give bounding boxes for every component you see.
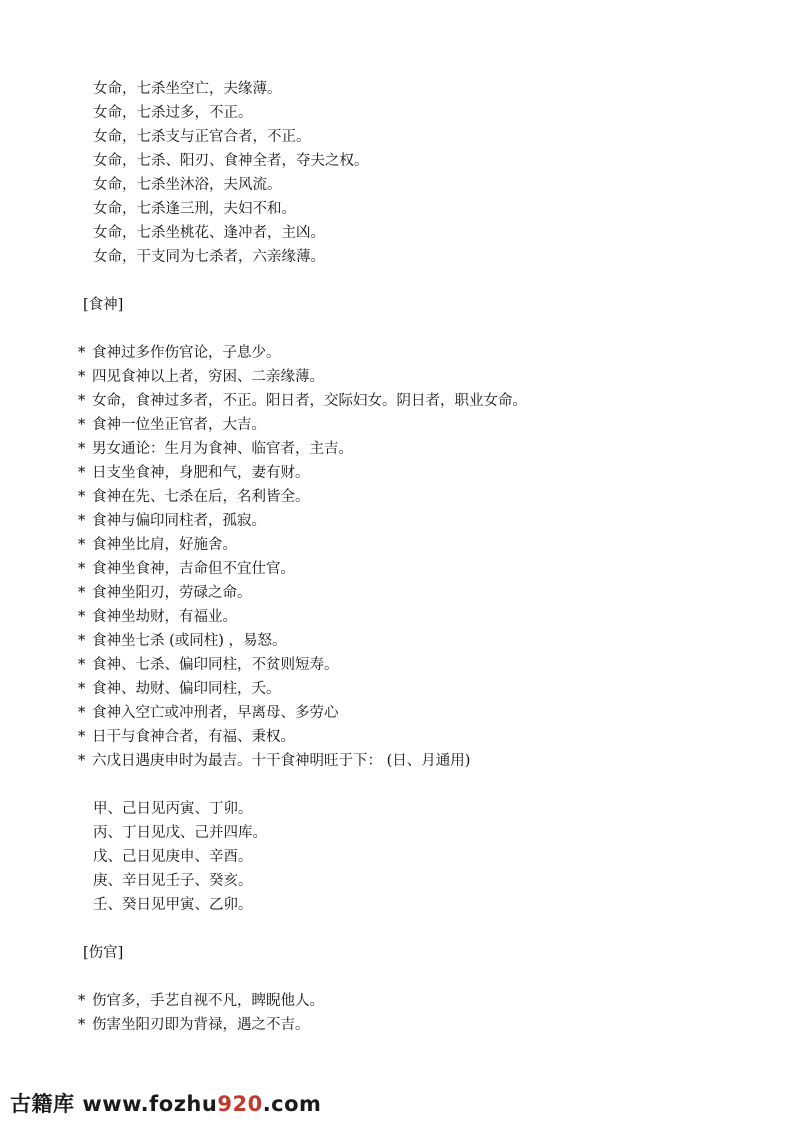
food-god-item-text: 食神、劫财、偏印同柱，夭。	[92, 681, 281, 697]
food-god-item-8	[78, 512, 266, 530]
food-god-item-10	[78, 560, 295, 578]
food-god-item-1	[78, 344, 281, 362]
food-god-item-16	[78, 704, 339, 722]
food-god-item-text: 食神坐阳刃，劳碌之命。	[92, 585, 252, 601]
bullet-symbol: *	[78, 489, 86, 505]
hurting-officer-item-2	[78, 1016, 310, 1034]
bullet-symbol: *	[78, 585, 86, 601]
hurting-officer-item-1	[78, 992, 324, 1010]
food-god-item-text: 食神坐食神，吉命但不宜仕官。	[92, 561, 295, 577]
hurting-officer-item-text: 伤官多，手艺自视不凡，睥睨他人。	[92, 993, 324, 1009]
bullet-symbol: *	[78, 393, 86, 409]
bullet-symbol: *	[78, 369, 86, 385]
food-god-item-text: 男女通论：生月为食神、临官者，主吉。	[92, 441, 353, 457]
food-god-item-text: 四见食神以上者，穷困、二亲缘薄。	[92, 369, 324, 385]
day-rule-2: 丙、丁日见戊、己并四库。	[93, 825, 267, 841]
hurting-officer-heading: [伤官]	[83, 945, 124, 961]
food-god-item-18	[78, 752, 470, 770]
female-line-5: 女命，七杀坐沐浴，夫风流。	[93, 177, 282, 193]
bullet-symbol: *	[78, 345, 86, 361]
food-god-item-12	[78, 608, 237, 626]
food-god-item-text: 食神、七杀、偏印同柱，不贫则短寿。	[92, 657, 339, 673]
food-god-item-text: 食神坐比肩，好施舍。	[92, 537, 237, 553]
female-line-6: 女命，七杀逢三刑，夫妇不和。	[93, 201, 296, 217]
food-god-item-text: 食神入空亡或冲刑者，早离母、多劳心	[92, 705, 339, 721]
bullet-symbol: *	[78, 609, 86, 625]
food-god-item-text: 日干与食神合者，有福、秉权。	[92, 729, 295, 745]
food-god-item-text: 六戊日遇庚申时为最吉。十干食神明旺于下： (日、月通用)	[92, 753, 471, 769]
bullet-symbol: *	[78, 513, 86, 529]
food-god-item-text: 日支坐食神，身肥和气，妻有财。	[92, 465, 310, 481]
female-line-8: 女命，干支同为七杀者，六亲缘薄。	[93, 249, 325, 265]
day-rule-4: 庚、辛日见壬子、癸亥。	[93, 873, 253, 889]
food-god-item-text: 女命，食神过多者，不正。阳日者，交际妇女。阴日者，职业女命。	[92, 393, 527, 409]
bullet-symbol: *	[78, 465, 86, 481]
food-god-item-6	[78, 464, 310, 482]
footer-brand-name: 古籍库	[10, 1092, 75, 1116]
food-god-item-11	[78, 584, 252, 602]
female-line-1: 女命，七杀坐空亡，夫缘薄。	[93, 81, 282, 97]
food-god-item-5	[78, 440, 353, 458]
day-rule-5: 壬、癸日见甲寅、乙卯。	[93, 897, 253, 913]
female-line-2: 女命，七杀过多，不正。	[93, 105, 253, 121]
food-god-item-13	[78, 632, 287, 650]
day-rule-1: 甲、己日见丙寅、丁卯。	[93, 801, 253, 817]
footer-brand-watermark	[10, 1088, 321, 1118]
footer-url: www.fozhu920.com	[82, 1092, 322, 1116]
food-god-item-7	[78, 488, 310, 506]
bullet-symbol: *	[78, 705, 86, 721]
food-god-item-4	[78, 416, 266, 434]
bullet-symbol: *	[78, 633, 86, 649]
food-god-item-17	[78, 728, 295, 746]
food-god-item-text: 食神过多作伤官论，子息少。	[92, 345, 281, 361]
food-god-item-9	[78, 536, 237, 554]
bullet-symbol: *	[78, 681, 86, 697]
food-god-item-text: 食神坐七杀 (或同柱) ，易怒。	[92, 633, 287, 649]
bullet-symbol: *	[78, 657, 86, 673]
bullet-symbol: *	[78, 417, 86, 433]
food-god-item-text: 食神一位坐正官者，大吉。	[92, 417, 266, 433]
bullet-symbol: *	[78, 993, 86, 1009]
food-god-heading: [食神]	[83, 297, 124, 313]
bullet-symbol: *	[78, 729, 86, 745]
bullet-symbol: *	[78, 753, 86, 769]
food-god-item-2	[78, 368, 324, 386]
hurting-officer-item-text: 伤害坐阳刃即为背禄，遇之不吉。	[92, 1017, 310, 1033]
food-god-item-text: 食神与偏印同柱者，孤寂。	[92, 513, 266, 529]
female-line-3: 女命，七杀支与正官合者，不正。	[93, 129, 311, 145]
day-rule-3: 戊、己日见庚申、辛酉。	[93, 849, 253, 865]
bullet-symbol: *	[78, 561, 86, 577]
female-line-4: 女命，七杀、阳刃、食神全者，夺夫之权。	[93, 153, 369, 169]
food-god-item-15	[78, 680, 281, 698]
female-line-7: 女命，七杀坐桃花、逢冲者，主凶。	[93, 225, 325, 241]
food-god-item-text: 食神坐劫财，有福业。	[92, 609, 237, 625]
bullet-symbol: *	[78, 537, 86, 553]
bullet-symbol: *	[78, 1017, 86, 1033]
food-god-item-text: 食神在先、七杀在后，名利皆全。	[92, 489, 310, 505]
food-god-item-14	[78, 656, 339, 674]
bullet-symbol: *	[78, 441, 86, 457]
food-god-item-3	[78, 392, 527, 410]
